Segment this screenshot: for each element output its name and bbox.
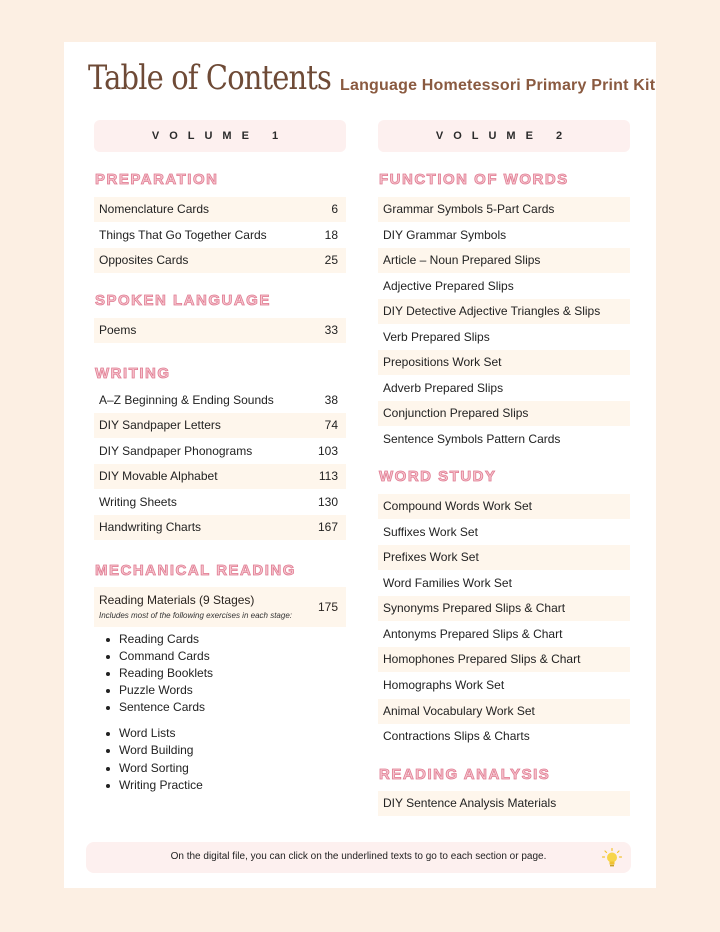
entry-page: 38 <box>324 393 338 407</box>
toc-entry[interactable]: DIY Grammar Symbols <box>383 228 507 242</box>
toc-entry[interactable]: Verb Prepared Slips <box>383 330 490 344</box>
entry-label: DIY Sandpaper Letters <box>99 418 221 432</box>
toc-entry[interactable]: Adjective Prepared Slips <box>383 279 514 293</box>
toc-entry[interactable] <box>94 197 346 222</box>
entry-page: 103 <box>317 444 338 458</box>
toc-entry[interactable]: Antonyms Prepared Slips & Chart <box>383 627 563 641</box>
entry-label: Nomenclature Cards <box>99 202 210 216</box>
toc-entry[interactable]: Adverb Prepared Slips <box>383 381 504 395</box>
bullet-text: Writing Practice <box>119 778 203 792</box>
bullet-text: Word Sorting <box>119 761 189 775</box>
entry-label: Poems <box>99 323 137 337</box>
kit-subtitle: Language Hometessori Primary Print Kit <box>340 77 656 94</box>
entry-page: 6 <box>331 202 338 216</box>
toc-entry[interactable] <box>94 248 346 273</box>
bullet-text: Word Lists <box>119 726 176 740</box>
toc-entry[interactable] <box>94 388 346 413</box>
toc-entry[interactable]: Suffixes Work Set <box>383 525 478 539</box>
entry-page: 113 <box>318 469 338 483</box>
entry-label: DIY Sandpaper Phonograms <box>99 444 253 458</box>
section-heading-function-of-words: FUNCTION OF WORDS <box>379 171 569 188</box>
entry-label: Writing Sheets <box>99 495 177 509</box>
toc-entry[interactable]: Compound Words Work Set <box>378 494 630 519</box>
toc-entry[interactable]: Homographs Work Set <box>383 678 505 692</box>
bullet-text: Word Building <box>119 743 194 757</box>
toc-entry[interactable] <box>94 515 346 540</box>
toc-entry[interactable]: Word Families Work Set <box>383 576 512 590</box>
toc-entry[interactable]: Sentence Symbols Pattern Cards <box>383 432 561 446</box>
entry-page: 74 <box>324 418 338 432</box>
section-heading-word-study: WORD STUDY <box>379 468 497 485</box>
entry-page: 18 <box>324 228 338 242</box>
bullet-text: Reading Cards <box>119 632 200 646</box>
toc-entry[interactable]: Conjunction Prepared Slips <box>378 401 630 426</box>
toc-entry[interactable] <box>94 464 346 489</box>
entry-note: Includes most of the following exercises in each stage: <box>99 611 292 620</box>
toc-entry[interactable]: Animal Vocabulary Work Set <box>378 699 630 724</box>
toc-entry[interactable]: Grammar Symbols 5-Part Cards <box>378 197 630 222</box>
toc-entry[interactable] <box>94 490 346 515</box>
section-heading-mechanical-reading: MECHANICAL READING <box>95 562 296 579</box>
entry-page: 33 <box>324 323 338 337</box>
toc-entry[interactable] <box>94 413 346 438</box>
entry-label: Reading Materials (9 Stages) <box>99 593 255 607</box>
volume-2-banner: VOLUME 2 <box>378 120 630 152</box>
toc-entry[interactable] <box>94 318 346 343</box>
footer-text: On the digital file, you can click on the underlined texts to go to each section or page. <box>170 851 547 862</box>
section-heading-preparation: PREPARATION <box>95 171 219 188</box>
bullet-text: Puzzle Words <box>119 683 193 697</box>
entry-page: 175 <box>317 600 338 614</box>
entry-page: 130 <box>317 495 338 509</box>
toc-entry[interactable] <box>94 223 346 248</box>
entry-label: Opposites Cards <box>99 253 189 267</box>
toc-entry-reading-materials[interactable] <box>94 587 346 627</box>
page-title: Table of Contents <box>88 58 332 98</box>
entry-label: DIY Movable Alphabet <box>99 469 218 483</box>
toc-entry[interactable]: Article – Noun Prepared Slips <box>378 248 630 273</box>
entry-label: Handwriting Charts <box>99 520 202 534</box>
toc-entry[interactable]: Contractions Slips & Charts <box>383 729 530 743</box>
entry-page: 167 <box>317 520 338 534</box>
toc-entry[interactable]: Prepositions Work Set <box>378 350 630 375</box>
bullet-text: Command Cards <box>119 649 210 663</box>
volume-1-banner: VOLUME 1 <box>94 120 346 152</box>
toc-entry[interactable]: Synonyms Prepared Slips & Chart <box>378 596 630 621</box>
section-heading-spoken-language: SPOKEN LANGUAGE <box>95 292 271 309</box>
lightbulb-icon <box>602 848 622 868</box>
entry-page: 25 <box>324 253 338 267</box>
toc-entry[interactable] <box>94 439 346 464</box>
toc-entry[interactable]: DIY Sentence Analysis Materials <box>378 791 630 816</box>
section-heading-reading-analysis: READING ANALYSIS <box>379 766 551 783</box>
bullet-text: Reading Booklets <box>119 666 214 680</box>
toc-entry[interactable]: Prefixes Work Set <box>378 545 630 570</box>
bullet-text: Sentence Cards <box>119 700 206 714</box>
entry-label: Things That Go Together Cards <box>99 228 267 242</box>
section-heading-writing: WRITING <box>95 365 171 382</box>
toc-entry[interactable]: Homophones Prepared Slips & Chart <box>378 647 630 672</box>
toc-entry[interactable]: DIY Detective Adjective Triangles & Slips <box>378 299 630 324</box>
footer-note <box>86 842 631 873</box>
entry-label: A–Z Beginning & Ending Sounds <box>99 393 274 407</box>
